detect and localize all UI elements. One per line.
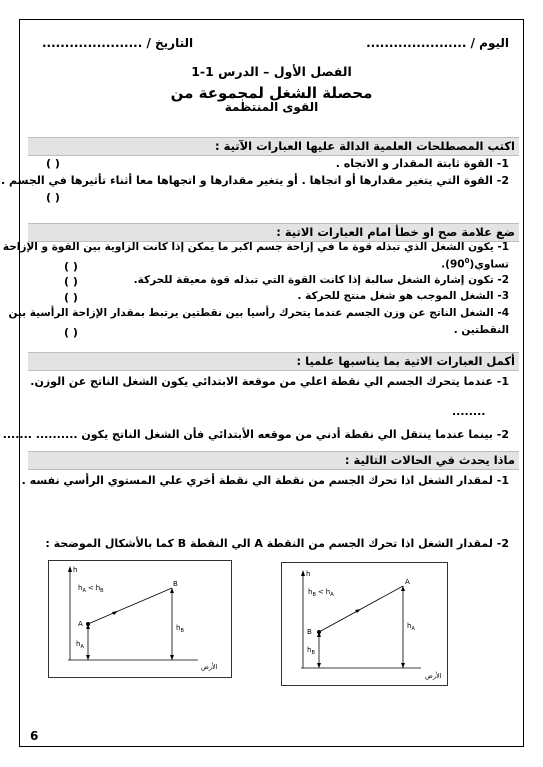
figure-right	[281, 562, 448, 686]
s1-item-2: 2- القوة التي يتغير مقدارها أو اتجاها . أو يتغير مقدارها و اتجهاها معا أثناء تأثيرها في الجسم .	[1, 174, 509, 187]
day-field: اليوم / ......................	[366, 36, 509, 50]
s2-item-1-cont: $تساوي(90^0)$.	[441, 257, 509, 271]
figure-left	[48, 560, 232, 678]
s2-item-1: 1- يكون الشغل الذي تبذله قوة ما في إزاحة جسم اكبر ما يمكن إذا كانت الزاوية بين القوة و الإزاحة	[2, 241, 509, 253]
section-3-heading: أكمل العبارات الاتية بما يناسبها علميا :	[28, 352, 519, 371]
section-1-heading: اكتب المصطلحات العلمية الدالة عليها العبارات الآتية :	[28, 137, 519, 156]
figure-left-h-high-label: $h_B$	[176, 624, 184, 634]
s2-item-4: 4- الشغل الناتج عن وزن الجسم عندما يتحرك رأسيا بين نقطتين يرتبط بمقدار الإزاحة الرأسية بين	[8, 307, 509, 319]
s2-item-4-cont: النقطتين .	[453, 324, 509, 336]
figure-left-point-b-label: B	[173, 580, 178, 588]
s3-item-1: 1- عندما يتحرك الجسم الي نقطة اعلي من موقعة الابتدائي يكون الشغل الناتج عن الوزن.	[30, 375, 509, 388]
s4-item-2: 2- لمقدار الشغل اذا تحرك الجسم من النقطة A الي النقطة B كما بالأشكال الموضحة :	[45, 537, 509, 550]
figure-left-point-a-label: A	[78, 620, 83, 628]
figure-left-h-low-label: $h_A$	[76, 640, 84, 650]
date-field: التاريخ / ......................	[42, 36, 194, 50]
s1-answer-blank-1[interactable]: ( )	[46, 157, 60, 170]
s3-item-2: 2- بينما عندما ينتقل الي نقطة أدني من موقعه الأبتدائي فأن الشغل الناتج يكون .......... .......	[2, 428, 509, 441]
s2-item-2: 2- تكون إشارة الشغل سالبة إذا كانت القوة التي تبذله قوة معيقة للحركة.	[133, 274, 509, 286]
figure-right-condition: $h_B < h_A$	[308, 588, 334, 598]
s2-checkbox-2[interactable]: ( )	[64, 275, 78, 288]
s2-checkbox-4[interactable]: ( )	[64, 326, 78, 339]
figure-right-point-b-label: B	[307, 628, 312, 636]
page-subtitle: القوى المنتظمة	[224, 100, 319, 114]
figure-left-condition: $h_A < h_B$	[78, 584, 104, 594]
s1-answer-blank-2[interactable]: ( )	[46, 191, 60, 204]
figure-right-point-a-label: A	[405, 578, 410, 586]
page-number: 6	[30, 729, 39, 743]
section-4-heading: ماذا يحدث في الحالات التالية :	[28, 451, 519, 470]
figure-right-h-high-label: $h_A$	[407, 622, 415, 632]
figure-right-axis-label: h	[306, 570, 311, 578]
page-title: محصلة الشغل لمجموعة من	[170, 84, 373, 102]
chapter-lesson: الفصل الأول – الدرس 1-1	[191, 64, 352, 79]
figure-right-frame	[282, 563, 448, 686]
figure-right-h-low-label: $h_B$	[307, 646, 315, 656]
s1-item-1: 1- القوة ثابتة المقدار و الاتجاه .	[335, 157, 509, 170]
figure-right-ground-label: الأرض	[425, 672, 442, 680]
s2-checkbox-3[interactable]: ( )	[64, 291, 78, 304]
s3-answer-1[interactable]: ........	[452, 405, 486, 418]
s4-item-1: 1- لمقدار الشغل اذا تحرك الجسم من نقطة الي نقطة أخري علي المستوي الرأسي نفسه .	[21, 474, 509, 487]
figure-left-ground-label: الأرض	[201, 663, 218, 671]
figure-left-axis-label: h	[73, 566, 78, 574]
s2-item-3: 3- الشغل الموجب هو شغل منتج للحركة .	[297, 290, 509, 302]
section-2-heading: ضع علامة صح او خطأ امام العبارات الاتية :	[28, 223, 519, 242]
s2-checkbox-1[interactable]: ( )	[64, 260, 78, 273]
